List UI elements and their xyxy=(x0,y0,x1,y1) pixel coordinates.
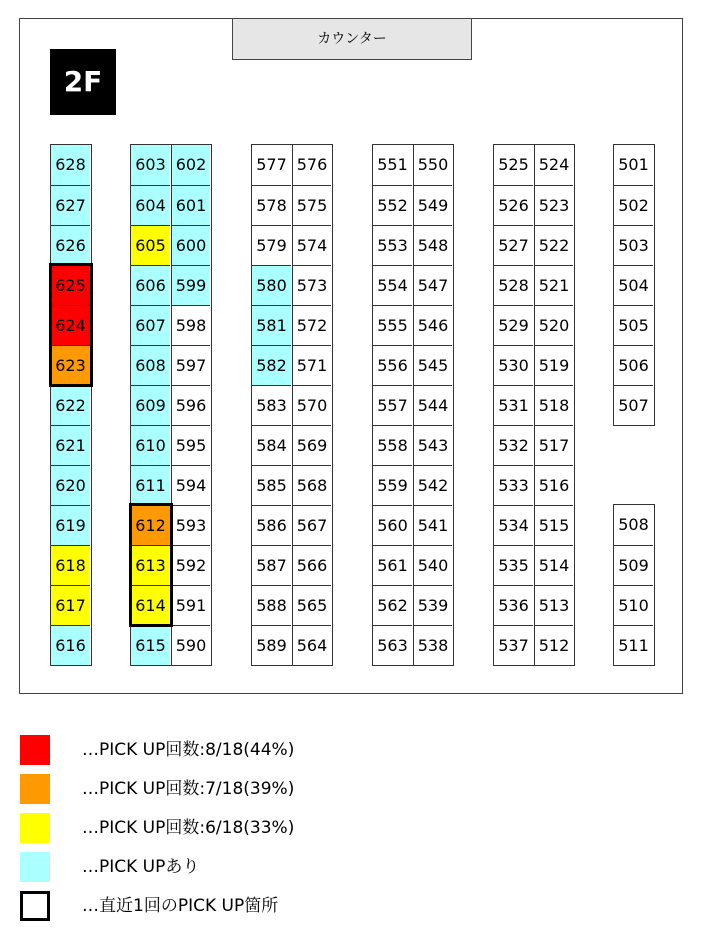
seat-539: 539 xyxy=(413,585,452,625)
seat-512: 512 xyxy=(534,625,573,665)
seat-620: 620 xyxy=(51,465,90,505)
seat-513: 513 xyxy=(534,585,573,625)
seat-column xyxy=(372,144,454,666)
seat-509: 509 xyxy=(614,545,653,585)
seat-609: 609 xyxy=(131,385,170,425)
seat-522: 522 xyxy=(534,225,573,265)
seat-574: 574 xyxy=(292,225,331,265)
seat-505: 505 xyxy=(614,305,653,345)
seat-520: 520 xyxy=(534,305,573,345)
seat-588: 588 xyxy=(252,585,291,625)
seat-531: 531 xyxy=(494,385,533,425)
seat-529: 529 xyxy=(494,305,533,345)
seat-518: 518 xyxy=(534,385,573,425)
seat-617: 617 xyxy=(51,585,90,625)
counter-label: カウンター xyxy=(232,18,472,60)
seat-615: 615 xyxy=(131,625,170,665)
seat-565: 565 xyxy=(292,585,331,625)
seat-563: 563 xyxy=(373,625,412,665)
legend-item xyxy=(20,852,620,882)
seat-576: 576 xyxy=(292,145,331,185)
seat-552: 552 xyxy=(373,185,412,225)
seat-517: 517 xyxy=(534,425,573,465)
seat-603: 603 xyxy=(131,145,170,185)
seat-528: 528 xyxy=(494,265,533,305)
legend-label: …PICK UP回数:6/18(33%) xyxy=(82,818,295,838)
seat-537: 537 xyxy=(494,625,533,665)
seat-596: 596 xyxy=(171,385,210,425)
seat-607: 607 xyxy=(131,305,170,345)
legend-swatch xyxy=(20,813,50,843)
seat-column xyxy=(613,504,655,666)
legend-label: …直近1回のPICK UP箇所 xyxy=(82,896,279,916)
seat-554: 554 xyxy=(373,265,412,305)
seat-553: 553 xyxy=(373,225,412,265)
seat-521: 521 xyxy=(534,265,573,305)
seat-589: 589 xyxy=(252,625,291,665)
seat-column xyxy=(130,144,212,666)
seat-626: 626 xyxy=(51,225,90,265)
seat-624: 624 xyxy=(51,305,90,345)
seat-523: 523 xyxy=(534,185,573,225)
seat-618: 618 xyxy=(51,545,90,585)
seat-548: 548 xyxy=(413,225,452,265)
seat-592: 592 xyxy=(171,545,210,585)
seat-604: 604 xyxy=(131,185,170,225)
seat-602: 602 xyxy=(171,145,210,185)
seat-587: 587 xyxy=(252,545,291,585)
seat-560: 560 xyxy=(373,505,412,545)
seat-611: 611 xyxy=(131,465,170,505)
seat-535: 535 xyxy=(494,545,533,585)
floor-badge: 2F xyxy=(50,49,116,115)
seat-584: 584 xyxy=(252,425,291,465)
seat-551: 551 xyxy=(373,145,412,185)
seat-501: 501 xyxy=(614,145,653,185)
seat-597: 597 xyxy=(171,345,210,385)
seat-547: 547 xyxy=(413,265,452,305)
seat-600: 600 xyxy=(171,225,210,265)
seat-530: 530 xyxy=(494,345,533,385)
seat-572: 572 xyxy=(292,305,331,345)
seat-621: 621 xyxy=(51,425,90,465)
seat-543: 543 xyxy=(413,425,452,465)
seat-510: 510 xyxy=(614,585,653,625)
seat-515: 515 xyxy=(534,505,573,545)
seat-557: 557 xyxy=(373,385,412,425)
seat-594: 594 xyxy=(171,465,210,505)
seat-546: 546 xyxy=(413,305,452,345)
seat-583: 583 xyxy=(252,385,291,425)
seat-538: 538 xyxy=(413,625,452,665)
seat-627: 627 xyxy=(51,185,90,225)
seat-601: 601 xyxy=(171,185,210,225)
seat-516: 516 xyxy=(534,465,573,505)
seat-540: 540 xyxy=(413,545,452,585)
seat-606: 606 xyxy=(131,265,170,305)
seat-579: 579 xyxy=(252,225,291,265)
seat-571: 571 xyxy=(292,345,331,385)
seat-616: 616 xyxy=(51,625,90,665)
seat-534: 534 xyxy=(494,505,533,545)
seat-608: 608 xyxy=(131,345,170,385)
seat-549: 549 xyxy=(413,185,452,225)
seat-519: 519 xyxy=(534,345,573,385)
seat-567: 567 xyxy=(292,505,331,545)
seat-622: 622 xyxy=(51,385,90,425)
legend-swatch xyxy=(20,852,50,882)
seat-564: 564 xyxy=(292,625,331,665)
seat-586: 586 xyxy=(252,505,291,545)
seat-511: 511 xyxy=(614,625,653,665)
seat-527: 527 xyxy=(494,225,533,265)
seat-591: 591 xyxy=(171,585,210,625)
seat-625: 625 xyxy=(51,265,90,305)
legend-label: …PICK UP回数:7/18(39%) xyxy=(82,779,295,799)
legend-item xyxy=(20,891,620,921)
seat-610: 610 xyxy=(131,425,170,465)
seat-533: 533 xyxy=(494,465,533,505)
seat-578: 578 xyxy=(252,185,291,225)
legend-item xyxy=(20,813,620,843)
seat-558: 558 xyxy=(373,425,412,465)
seat-556: 556 xyxy=(373,345,412,385)
legend-item xyxy=(20,735,620,765)
seat-503: 503 xyxy=(614,225,653,265)
seat-541: 541 xyxy=(413,505,452,545)
seat-550: 550 xyxy=(413,145,452,185)
seat-column xyxy=(493,144,575,666)
seat-605: 605 xyxy=(131,225,170,265)
seat-598: 598 xyxy=(171,305,210,345)
seat-569: 569 xyxy=(292,425,331,465)
legend-swatch xyxy=(20,735,50,765)
seat-508: 508 xyxy=(614,505,653,545)
seat-column xyxy=(50,144,92,666)
seat-575: 575 xyxy=(292,185,331,225)
legend-label: …PICK UP回数:8/18(44%) xyxy=(82,740,295,760)
seat-595: 595 xyxy=(171,425,210,465)
seat-614: 614 xyxy=(131,585,170,625)
seat-526: 526 xyxy=(494,185,533,225)
seat-581: 581 xyxy=(252,305,291,345)
seat-524: 524 xyxy=(534,145,573,185)
seat-590: 590 xyxy=(171,625,210,665)
seat-514: 514 xyxy=(534,545,573,585)
seat-column xyxy=(613,144,655,426)
seat-612: 612 xyxy=(131,505,170,545)
seat-504: 504 xyxy=(614,265,653,305)
seat-619: 619 xyxy=(51,505,90,545)
seat-573: 573 xyxy=(292,265,331,305)
seat-545: 545 xyxy=(413,345,452,385)
seat-507: 507 xyxy=(614,385,653,425)
legend-label: …PICK UPあり xyxy=(82,857,200,877)
seat-542: 542 xyxy=(413,465,452,505)
legend-swatch xyxy=(20,774,50,804)
seat-566: 566 xyxy=(292,545,331,585)
legend-swatch xyxy=(20,891,50,921)
seat-577: 577 xyxy=(252,145,291,185)
seat-593: 593 xyxy=(171,505,210,545)
seat-506: 506 xyxy=(614,345,653,385)
seat-544: 544 xyxy=(413,385,452,425)
seat-559: 559 xyxy=(373,465,412,505)
seat-536: 536 xyxy=(494,585,533,625)
seat-613: 613 xyxy=(131,545,170,585)
seat-580: 580 xyxy=(252,265,291,305)
seat-column xyxy=(251,144,333,666)
seat-561: 561 xyxy=(373,545,412,585)
seat-582: 582 xyxy=(252,345,291,385)
seat-525: 525 xyxy=(494,145,533,185)
seat-599: 599 xyxy=(171,265,210,305)
seat-562: 562 xyxy=(373,585,412,625)
seat-568: 568 xyxy=(292,465,331,505)
seat-532: 532 xyxy=(494,425,533,465)
seat-570: 570 xyxy=(292,385,331,425)
seat-585: 585 xyxy=(252,465,291,505)
legend-item xyxy=(20,774,620,804)
seat-623: 623 xyxy=(51,345,90,385)
seat-628: 628 xyxy=(51,145,90,185)
seat-555: 555 xyxy=(373,305,412,345)
seat-502: 502 xyxy=(614,185,653,225)
